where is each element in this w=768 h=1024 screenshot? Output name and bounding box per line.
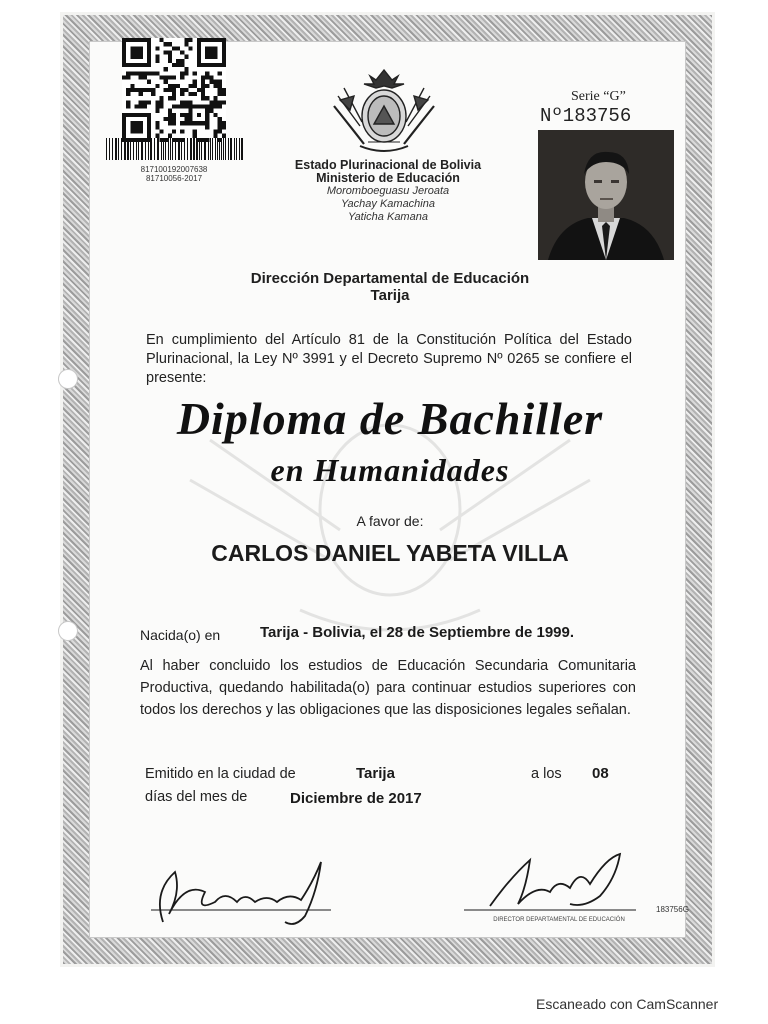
direccion-line-1: Dirección Departamental de Educación [250,270,530,287]
header-lema-3: Yaticha Kamana [348,211,428,223]
signature-right [460,848,640,920]
direccion-departamental [180,270,600,304]
header-ministerio: Ministerio de Educación [316,171,460,185]
barcode-code: 81710056-2017 [145,174,203,183]
mes-label: días del mes de [145,789,248,805]
a-los-label: a los [531,766,562,782]
diploma-title: Diploma de Bachiller [176,393,604,444]
barcode-block [104,138,244,183]
serial-footer: 183756G [656,905,689,914]
header-lema-2: Yachay Kamachina [341,198,435,210]
emitido-label: Emitido en la ciudad de [145,766,296,782]
nacimiento-valor: Tarija - Bolivia, el 28 de Septiembre de 1999. [260,624,575,641]
serie-label: Serie “G” [571,89,626,104]
emitido-mes: Diciembre de 2017 [290,790,422,807]
signature-left [145,852,335,932]
qr-code [122,38,226,142]
bolivia-coat-of-arms-icon [330,66,438,156]
header-estado: Estado Plurinacional de Bolivia [294,158,482,172]
a-favor-label: A favor de: [356,513,424,529]
emitido-dia: 08 [592,765,609,782]
diploma-number: Nº183756 [540,105,632,127]
direccion-line-2: Tarija [370,287,410,304]
nacimiento-label: Nacida(o) en [140,627,221,643]
student-photo [538,130,674,260]
intro-paragraph: En cumplimiento del Artículo 81 de la Constitución Política del Estado Plurinacional, la Ley Nº 3991 y el Decreto Supremo Nº 0265 se confiere el presente: [146,332,632,386]
conclusion-paragraph: Al haber concluido los estudios de Educación Secundaria Comunitaria Productiva, quedando habilitada(o) para continuar estudios superiores con todos los derechos y las obligaciones que las disposiciones legales señalan. [140,658,636,718]
binder-hole-bottom [58,621,78,641]
camscanner-footer: Escaneado con CamScanner [536,996,719,1012]
barcode [104,138,244,160]
barcode-number: 817100192007638 [140,165,208,174]
binder-hole-top [58,369,78,389]
emitido-ciudad: Tarija [356,765,395,782]
diploma-subtitle: en Humanidades [270,452,510,488]
signature-caption: DIRECTOR DEPARTAMENTAL DE EDUCACIÓN [493,917,625,923]
student-name: CARLOS DANIEL YABETA VILLA [211,540,569,566]
header-lema-1: Moromboeguasu Jeroata [326,185,450,197]
